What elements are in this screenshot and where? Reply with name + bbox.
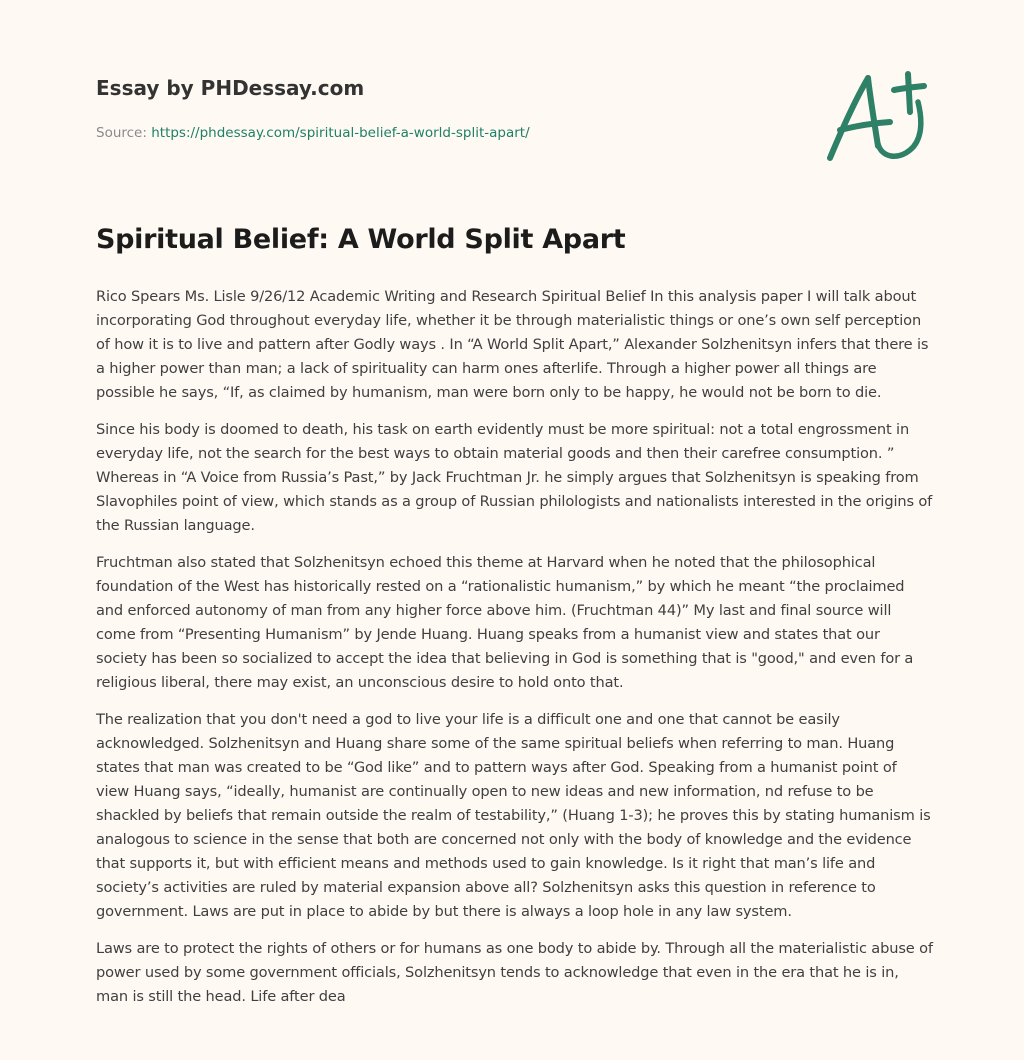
essay-paragraph: Laws are to protect the rights of others or for humans as one body to abide by. Through all the materialistic abuse of power used by some government officials, Solzhenitsyn tends to acknowledge that even in the era that he is in, man is still the head. Life after dea bbox=[96, 940, 933, 1005]
source-link[interactable]: https://phdessay.com/spiritual-belief-a-world-split-apart/ bbox=[151, 125, 530, 141]
essay-paragraph: Rico Spears Ms. Lisle 9/26/12 Academic Writing and Research Spiritual Belief In this analysis paper I will talk about incorporating God throughout everyday life, whether it be through materialistic things or one’s own self perception of how it is to live and pattern after Godly ways . In “A World Split Apart,” Alexander Solzhenitsyn infers that there is a higher power than man; a lack of spirituality can harm ones afterlife. Through a higher power all things are possible he says, “If, as claimed by humanism, man were born only to be happy, he would not be born to die. bbox=[96, 288, 929, 401]
essay-title: Spiritual Belief: A World Split Apart bbox=[96, 224, 626, 255]
source-label: Source: bbox=[96, 125, 147, 141]
site-header bbox=[96, 76, 928, 141]
essay-paragraph: The realization that you don't need a god to live your life is a difficult one and one that cannot be easily acknowledged. Solzhenitsyn and Huang share some of the same spiritual beliefs when referring to man. Huang states that man was created to be “God like” and to pattern ways after God. Speaking from a humanist point of view Huang says, “ideally, humanist are continually open to new ideas and new information, nd refuse to be shackled by beliefs that remain outside the realm of testability,” (Huang 1-3); he proves this by stating humanism is analogous to science in the sense that both are concerned not only with the body of knowledge and the evidence that supports it, but with efficient means and methods used to gain knowledge. Is it right that man’s life and society’s activities are ruled by material expansion above all? Solzhenitsyn asks this question in reference to government. Laws are put in place to abide by but there is always a loop hole in any law system. bbox=[96, 711, 931, 920]
essay-paragraph: Fruchtman also stated that Solzhenitsyn echoed this theme at Harvard when he noted that the philosophical foundation of the West has historically rested on a “rationalistic humanism,” by which he meant “the proclaimed and enforced autonomy of man from any higher force above him. (Fruchtman 44)” My last and final source will come from “Presenting Humanism” by Jende Huang. Huang speaks from a humanist view and states that our society has been so socialized to accept the idea that believing in God is something that is "good," and even for a religious liberal, there may exist, an unconscious desire to hold onto that. bbox=[96, 554, 914, 691]
brand-title: Essay by PHDessay.com bbox=[96, 76, 365, 100]
essay-body bbox=[96, 285, 934, 1022]
essay-paragraph: Since his body is doomed to death, his task on earth evidently must be more spiritual: not a total engrossment in everyday life, not the search for the best ways to obtain material goods and then their carefree consumption. ” Whereas in “A Voice from Russia’s Past,” by Jack Fruchtman Jr. he simply argues that Solzhenitsyn is speaking from Slavophiles point of view, which stands as a group of Russian philologists and nationalists interested in the origins of the Russian language. bbox=[96, 421, 933, 534]
a-plus-grade-icon bbox=[818, 66, 932, 166]
source-line bbox=[96, 125, 928, 141]
